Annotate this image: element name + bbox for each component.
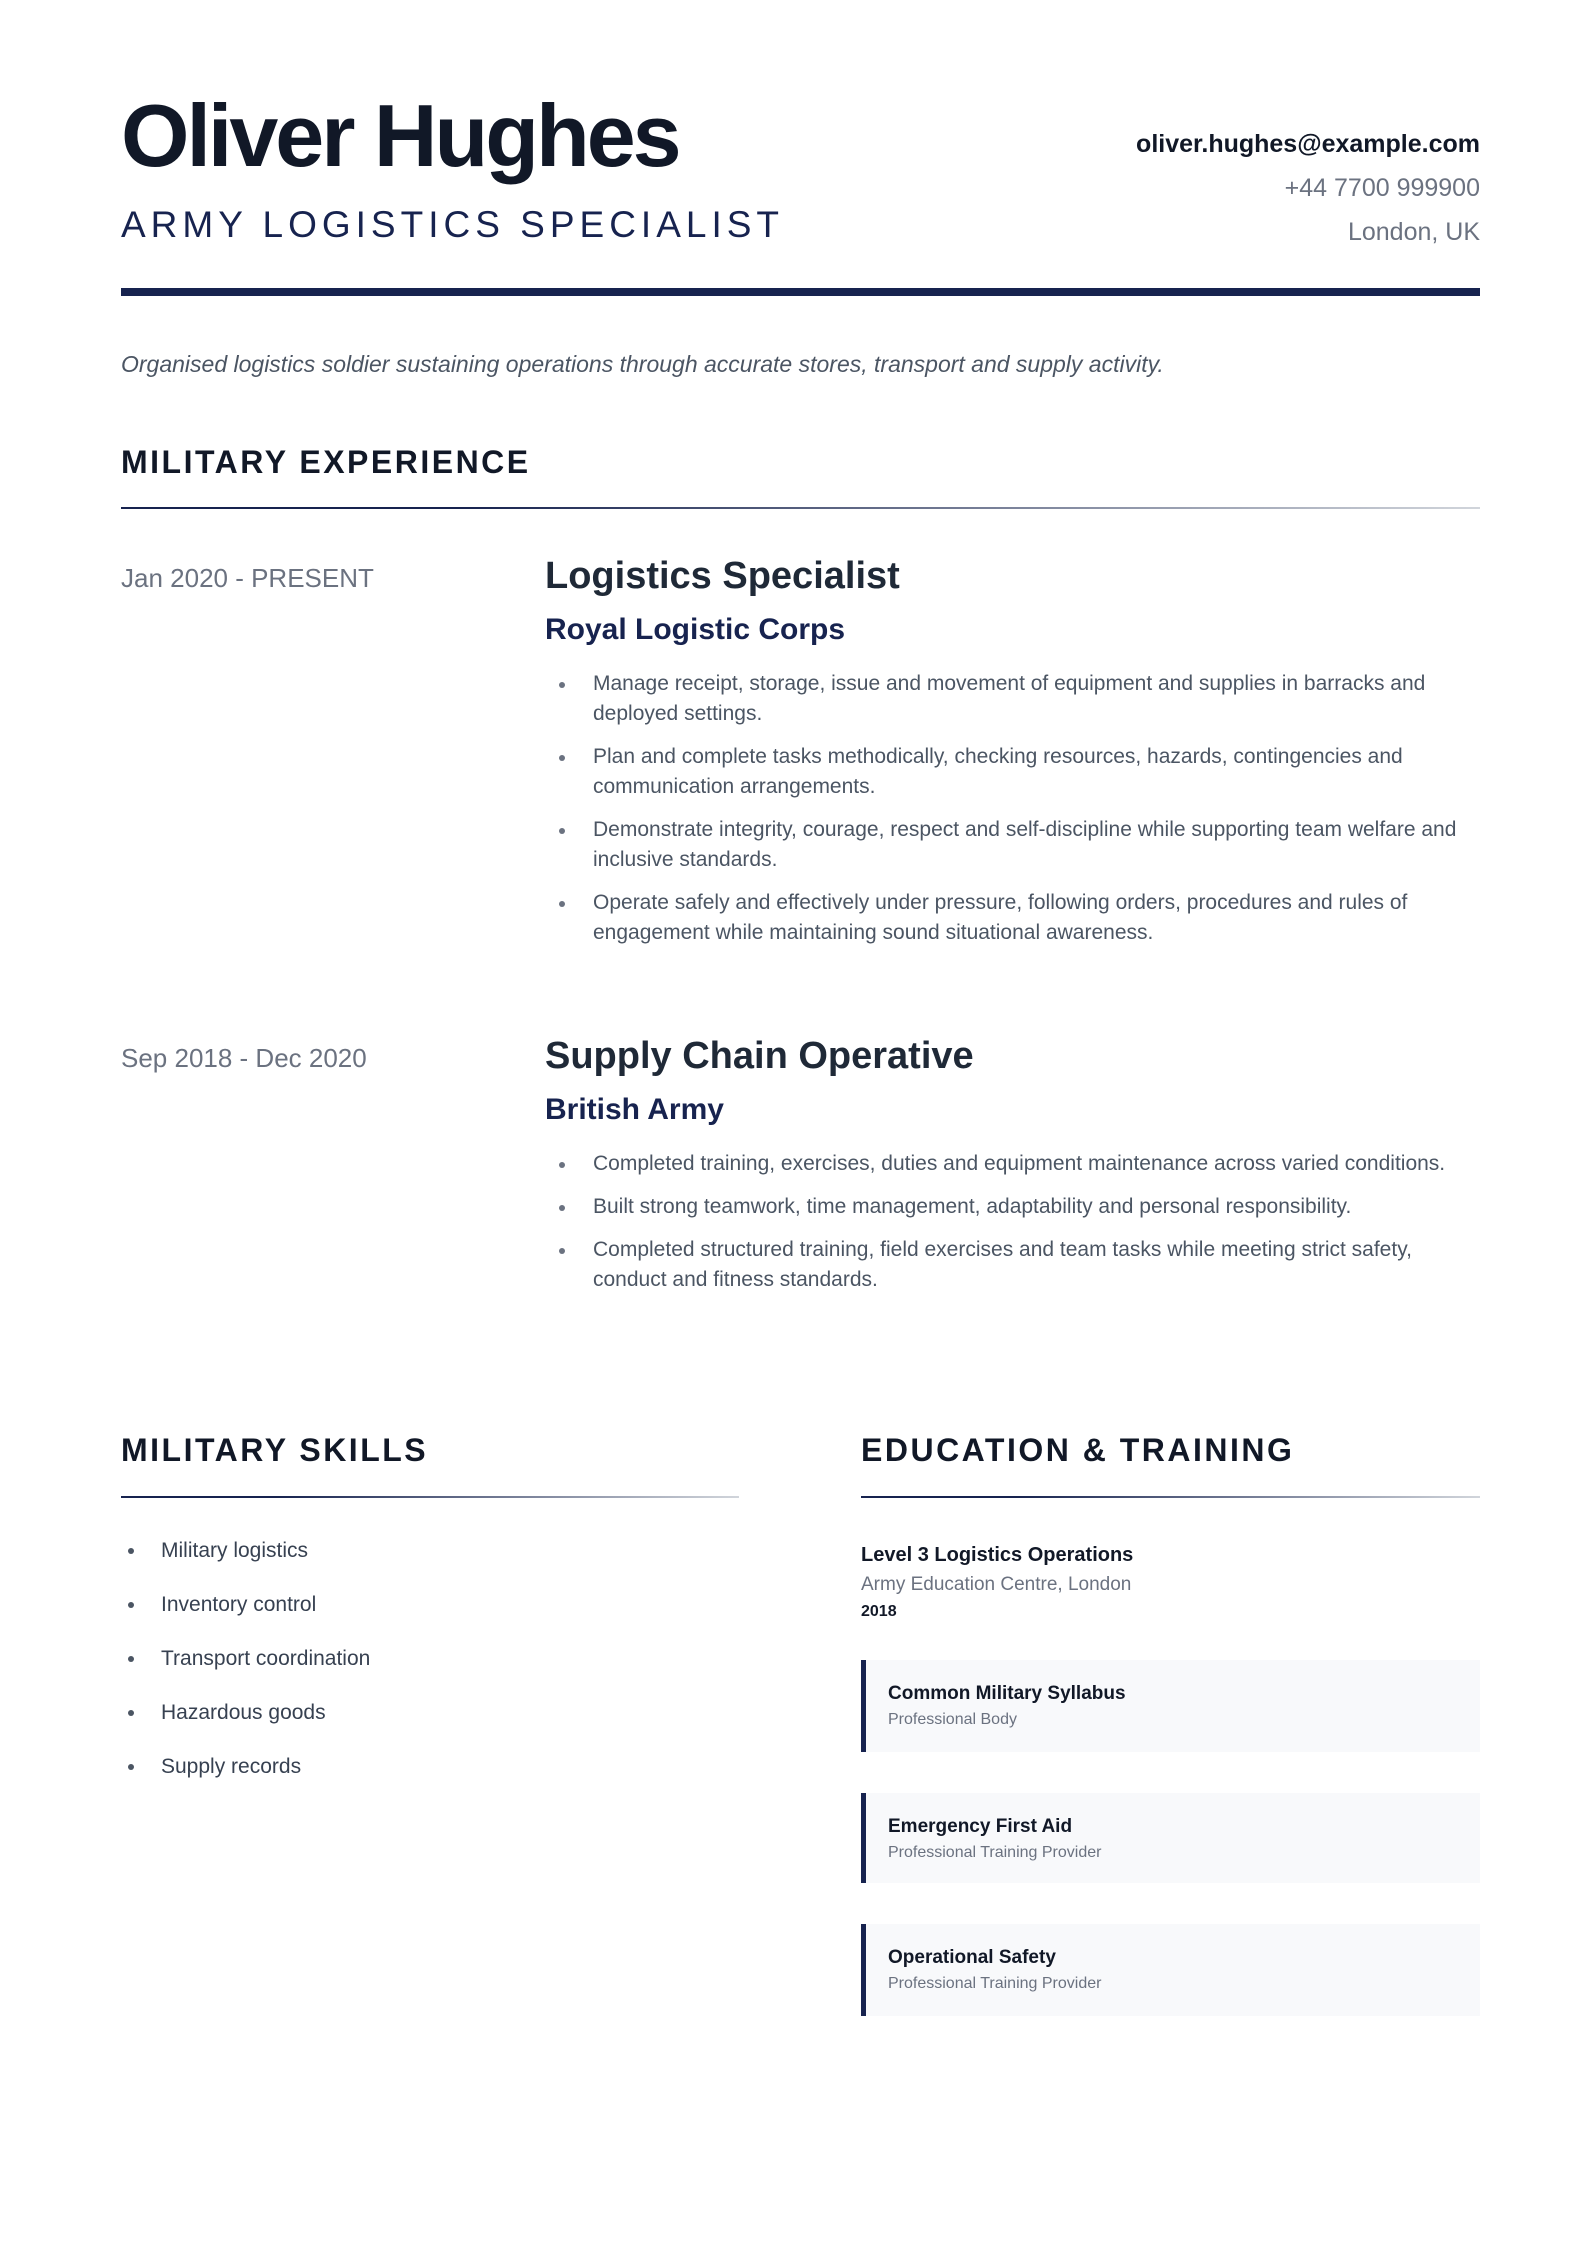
job-title: ARMY LOGISTICS SPECIALIST: [121, 204, 785, 245]
candidate-name: Oliver Hughes: [121, 86, 679, 185]
job-bullets: [545, 669, 1480, 948]
header-divider: [121, 288, 1480, 296]
certification-name: Common Military Syllabus: [888, 1683, 1126, 1704]
email-link[interactable]: oliver.hughes@example.com: [1136, 130, 1480, 158]
education-divider: [861, 1496, 1480, 1498]
certification-name: Emergency First Aid: [888, 1816, 1073, 1837]
experience-divider: [121, 507, 1480, 509]
certification-card: [861, 1924, 1480, 2016]
certification-card: [861, 1660, 1480, 1752]
experience-heading: MILITARY EXPERIENCE: [121, 444, 531, 480]
job-dates: Jan 2020 - PRESENT: [121, 563, 374, 593]
list-item: Operate safely and effectively under pressure, following orders, procedures and rules of engagement while maintaining sound situational awareness.: [545, 888, 1480, 948]
job-role: Logistics Specialist: [545, 555, 900, 597]
job-bullets: [545, 1149, 1480, 1295]
education-year: 2018: [861, 1603, 897, 1620]
job-dates: Sep 2018 - Dec 2020: [121, 1043, 367, 1073]
phone-number: +44 7700 999900: [1284, 174, 1480, 202]
job-organisation: British Army: [545, 1093, 724, 1126]
certification-issuer: Professional Training Provider: [888, 1844, 1102, 1861]
institution: Army Education Centre, London: [861, 1574, 1132, 1595]
degree-name: Level 3 Logistics Operations: [861, 1544, 1134, 1566]
profile-summary: Organised logistics soldier sustaining operations through accurate stores, transport and supply activity.: [121, 351, 1164, 377]
list-item: Inventory control: [121, 1594, 739, 1615]
list-item: Transport coordination: [121, 1648, 739, 1669]
certification-name: Operational Safety: [888, 1947, 1056, 1968]
list-item: Built strong teamwork, time management, adaptability and personal responsibility.: [545, 1192, 1480, 1222]
list-item: Demonstrate integrity, courage, respect and self-discipline while supporting team welfare and inclusive standards.: [545, 815, 1480, 875]
list-item: Military logistics: [121, 1540, 739, 1561]
job-organisation: Royal Logistic Corps: [545, 613, 846, 646]
skills-list: [121, 1540, 739, 1810]
job-role: Supply Chain Operative: [545, 1035, 974, 1077]
education-heading: EDUCATION & TRAINING: [861, 1432, 1295, 1468]
list-item: Plan and complete tasks methodically, checking resources, hazards, contingencies and communication arrangements.: [545, 742, 1480, 802]
list-item: Completed training, exercises, duties and equipment maintenance across varied conditions.: [545, 1149, 1480, 1179]
certification-issuer: Professional Body: [888, 1711, 1017, 1728]
list-item: Hazardous goods: [121, 1702, 739, 1723]
education-entry: [861, 1545, 1480, 1620]
list-item: Manage receipt, storage, issue and movement of equipment and supplies in barracks and deployed settings.: [545, 669, 1480, 729]
job-body: [545, 1037, 1480, 1308]
certification-card: [861, 1793, 1480, 1883]
resume-page: [121, 0, 1480, 2246]
skills-divider: [121, 1496, 739, 1498]
location: London, UK: [1347, 218, 1480, 246]
contact-block: [1136, 132, 1480, 264]
list-item: Supply records: [121, 1756, 739, 1777]
job-body: [545, 557, 1480, 961]
list-item: Completed structured training, field exercises and team tasks while meeting strict safety, conduct and fitness standards.: [545, 1235, 1480, 1295]
skills-heading: MILITARY SKILLS: [121, 1432, 429, 1468]
certification-issuer: Professional Training Provider: [888, 1975, 1102, 1992]
